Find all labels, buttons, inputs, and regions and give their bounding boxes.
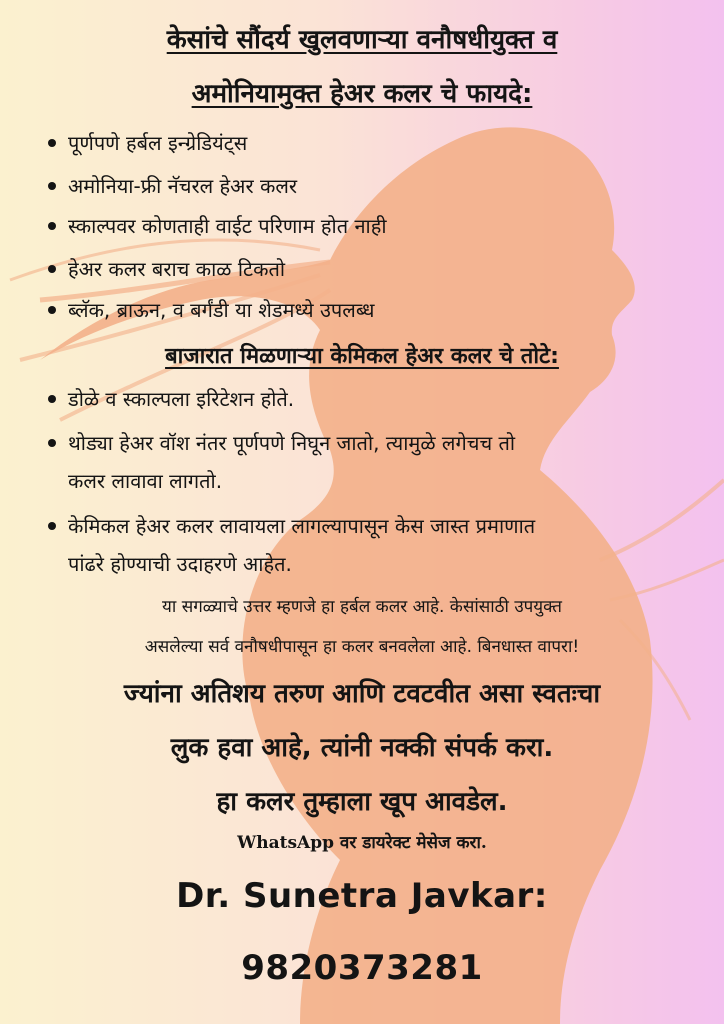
cta-line1: ज्यांना अतिशय तरुण आणि टवटवीत असा स्वतःचा (123, 679, 601, 709)
list-item-line: पांढरे होण्याची उदाहरणे आहेत. (68, 552, 292, 576)
doctor-name: Dr. Sunetra Javkar: (176, 876, 548, 916)
solution-line2: असलेल्या सर्व वनौषधीपासून हा कलर बनवलेला आहे. बिनधास्त वापरा! (144, 637, 580, 657)
list-item: पूर्णपणे हर्बल इन्ग्रेडियंट्स (48, 124, 724, 162)
whatsapp-text: WhatsApp वर डायरेक्ट मेसेज करा. (237, 833, 487, 853)
list-item (48, 380, 724, 418)
drawbacks-title: बाजारात मिळणाऱ्या केमिकल हेअर कलर चे तोटे: (165, 344, 559, 369)
list-item-line: कलर लावावा लागतो. (68, 469, 223, 493)
phone-number[interactable]: 9820373281 (241, 948, 483, 988)
list-item-line: केमिकल हेअर कलर लावायला लागल्यापासून केस जास्त प्रमाणात (68, 514, 536, 538)
list-item-line: डोळे व स्काल्पला इरिटेशन होते. (68, 387, 295, 411)
cta-line2: लुक हवा आहे, त्यांनी नक्की संपर्क करा. (170, 733, 554, 763)
list-item: अमोनिया-फ्री नॅचरल हेअर कलर (48, 167, 724, 205)
benefits-title-line1: केसांचे सौंदर्य खुलवणाऱ्या वनौषधीयुक्त व (166, 25, 558, 55)
solution-line1: या सगळ्याचे उत्तर म्हणजे हा हर्बल कलर आहे. केसांसाठी उपयुक्त (162, 597, 562, 617)
cta-line3: हा कलर तुम्हाला खूप आवडेल. (216, 787, 508, 817)
list-item: स्काल्पवर कोणताही वाईट परिणाम होत नाही (48, 207, 724, 245)
list-item (48, 424, 724, 500)
list-item: ब्लॅक, ब्राऊन, व बर्गंडी या शेडमध्ये उपलब्ध (48, 291, 724, 329)
list-item (48, 507, 724, 583)
list-item-line: थोड्या हेअर वॉश नंतर पूर्णपणे निघून जातो, त्यामुळे लगेचच तो (68, 431, 516, 455)
benefits-title-line2: अमोनियामुक्त हेअर कलर चे फायदे: (191, 79, 533, 109)
list-item: हेअर कलर बराच काळ टिकतो (48, 250, 724, 288)
